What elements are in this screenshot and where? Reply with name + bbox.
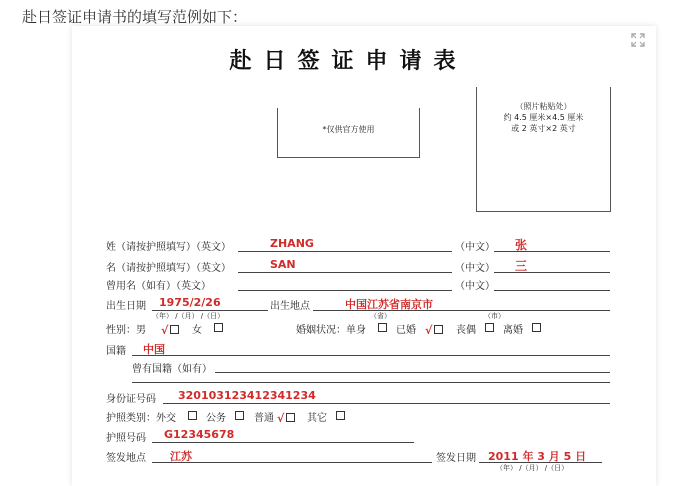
former-nationality-label: 曾有国籍（如有） bbox=[132, 364, 212, 375]
official-checkbox bbox=[235, 411, 244, 420]
photo-text-3: 或 2 英寸×2 英寸 bbox=[511, 124, 576, 133]
issue-place-value: 江苏 bbox=[170, 450, 192, 463]
single-checkbox bbox=[378, 323, 387, 332]
given-cn-line bbox=[494, 272, 610, 273]
female-checkbox bbox=[214, 323, 223, 332]
city-hint: （市） bbox=[484, 312, 505, 320]
former-nationality-line-2 bbox=[132, 382, 610, 383]
official-passport-label: 公务 bbox=[206, 413, 226, 424]
male-tick: √ bbox=[161, 324, 169, 337]
surname-cn-label: （中文） bbox=[455, 242, 495, 253]
other-passport-label: 其它 bbox=[307, 413, 327, 424]
id-value: 320103123412341234 bbox=[178, 389, 316, 402]
given-cn-value: 三 bbox=[515, 259, 528, 273]
widowed-label: 丧偶 bbox=[456, 325, 476, 336]
ordinary-passport-label: 普通 bbox=[254, 413, 274, 424]
intro-text: 赴日签证申请书的填写范例如下： bbox=[22, 8, 248, 26]
photo-text-1: （照片粘贴处） bbox=[515, 102, 572, 111]
ordinary-checkbox bbox=[286, 413, 295, 422]
former-name-label: 曾用名（如有）（英文） bbox=[106, 281, 211, 292]
sex-label: 性别：男 bbox=[106, 325, 146, 336]
surname-line bbox=[238, 251, 452, 252]
married-label: 已婚 bbox=[396, 325, 416, 336]
photo-box bbox=[476, 87, 611, 212]
passport-no-label: 护照号码 bbox=[106, 433, 146, 444]
passport-type-label: 护照类别：外交 bbox=[106, 413, 176, 424]
married-checkbox bbox=[434, 325, 443, 334]
ordinary-tick: √ bbox=[277, 412, 285, 425]
diplomatic-checkbox bbox=[188, 411, 197, 420]
issue-date-value: 2011 年 3 月 5 日 bbox=[488, 450, 587, 463]
marital-label: 婚姻状况：单身 bbox=[296, 325, 366, 336]
nationality-value: 中国 bbox=[143, 343, 165, 356]
divorced-checkbox bbox=[532, 323, 541, 332]
widowed-checkbox bbox=[485, 323, 494, 332]
given-label: 名（请按护照填写）（英文） bbox=[106, 263, 231, 274]
former-nationality-line bbox=[215, 372, 610, 373]
id-label: 身份证号码 bbox=[106, 394, 156, 405]
dob-value: 1975/2/26 bbox=[159, 296, 221, 309]
divorced-label: 离婚 bbox=[503, 325, 523, 336]
issue-date-hint: （年） /（月） /（日） bbox=[496, 464, 569, 472]
official-use-box bbox=[277, 108, 420, 158]
male-checkbox bbox=[170, 325, 179, 334]
form-title: 赴日签证申请表 bbox=[229, 48, 468, 74]
ordinary-option bbox=[277, 407, 295, 426]
sex-female-label: 女 bbox=[192, 325, 202, 336]
other-checkbox bbox=[336, 411, 345, 420]
id-line bbox=[163, 403, 610, 404]
province-hint: （省） bbox=[370, 312, 391, 320]
passport-no-value: G12345678 bbox=[164, 428, 235, 441]
birthplace-label: 出生地点 bbox=[270, 301, 310, 312]
issue-date-label: 签发日期 bbox=[436, 453, 476, 464]
surname-en-value: ZHANG bbox=[270, 237, 314, 250]
nationality-label: 国籍 bbox=[106, 346, 126, 357]
surname-cn-value: 张 bbox=[515, 238, 528, 252]
dob-hint: （年） /（月） /（日） bbox=[152, 312, 225, 320]
dob-label: 出生日期 bbox=[106, 301, 146, 312]
given-en-value: SAN bbox=[270, 258, 296, 271]
surname-label: 姓（请按护照填写）（英文） bbox=[106, 242, 231, 253]
passport-no-line bbox=[152, 442, 414, 443]
married-option bbox=[425, 319, 443, 338]
former-name-line bbox=[238, 290, 452, 291]
nationality-line bbox=[132, 355, 610, 356]
birthplace-value: 中国江苏省南京市 bbox=[345, 298, 433, 311]
photo-text-2: 约 4.5 厘米×4.5 厘米 bbox=[503, 113, 584, 122]
sex-male-option bbox=[161, 319, 179, 338]
former-cn-line bbox=[494, 290, 610, 291]
issue-place-line bbox=[152, 462, 432, 463]
married-tick: √ bbox=[425, 324, 433, 337]
official-use-text: *仅供官方使用 bbox=[322, 125, 375, 134]
surname-cn-line bbox=[494, 251, 610, 252]
issue-place-label: 签发地点 bbox=[106, 453, 146, 464]
former-cn-label: （中文） bbox=[455, 281, 495, 292]
given-cn-label: （中文） bbox=[455, 263, 495, 274]
given-line bbox=[238, 272, 452, 273]
